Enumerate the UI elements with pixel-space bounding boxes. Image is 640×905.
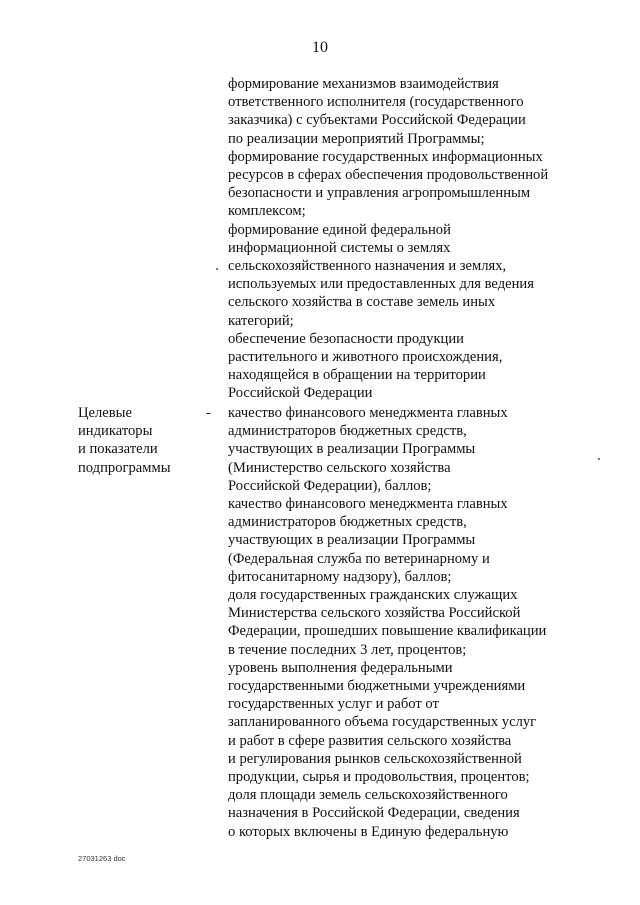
text-line: государственных услуг и работ от <box>228 696 439 713</box>
text-line: фитосанитарному надзору), баллов; <box>228 568 452 585</box>
text-line: администраторов бюджетных средств, <box>228 423 467 440</box>
text-line: информационной системы о землях <box>228 239 451 256</box>
text-line: формирование механизмов взаимодействия <box>228 76 499 92</box>
text-line: комплексом; <box>228 203 306 220</box>
text-line: доля государственных гражданских служащих <box>228 587 518 604</box>
text-line: (Федеральная служба по ветеринарному и <box>228 550 490 567</box>
scan-speck <box>216 268 218 270</box>
text-line: Российской Федерации), баллов; <box>228 477 432 494</box>
text-line: сельскохозяйственного назначения и землях, <box>228 258 507 275</box>
indicators-label <box>78 404 198 477</box>
text-line: назначения в Российской Федерации, сведения <box>228 805 520 822</box>
text-line: заказчика) с субъектами Российской Федерации <box>228 112 526 129</box>
text-line: о которых включены в Единую федеральную <box>228 823 509 840</box>
label-line: индикаторы <box>78 423 153 440</box>
text-line: и работ в сфере развития сельского хозяйства <box>228 732 512 749</box>
text-line: категорий; <box>228 312 294 329</box>
text-line: уровень выполнения федеральными <box>228 659 453 676</box>
text-line: ответственного исполнителя (государственного <box>228 94 524 111</box>
indicators-dash: - <box>206 405 211 421</box>
indicators-text-block <box>228 404 568 841</box>
label-line: подпрограммы <box>78 459 171 476</box>
text-line: ресурсов в сферах обеспечения продовольственной <box>228 167 549 184</box>
text-line: запланированного объема государственных услуг <box>228 714 537 731</box>
text-line: качество финансового менеджмента главных <box>228 405 508 421</box>
text-line: продукции, сырья и продовольствия, процентов; <box>228 769 530 786</box>
text-line: качество финансового менеджмента главных <box>228 496 508 513</box>
text-line: формирование государственных информационных <box>228 148 543 165</box>
text-line: Федерации, прошедших повышение квалификации <box>228 623 547 640</box>
text-line: формирование единой федеральной <box>228 221 451 238</box>
text-line: безопасности и управления агропромышленным <box>228 185 531 202</box>
text-line: и регулирования рынков сельскохозяйственной <box>228 750 522 767</box>
text-line: находящейся в обращении на территории <box>228 367 486 384</box>
text-line: растительного и животного происхождения, <box>228 349 503 366</box>
label-line: и показатели <box>78 441 158 458</box>
text-line: обеспечение безопасности продукции <box>228 330 464 347</box>
scan-speck <box>598 458 600 460</box>
text-line: сельского хозяйства в составе земель иных <box>228 294 496 311</box>
text-line: в течение последних 3 лет, процентов; <box>228 641 467 658</box>
text-line: доля площади земель сельскохозяйственного <box>228 787 508 804</box>
top-text-block <box>228 75 568 403</box>
text-line: по реализации мероприятий Программы; <box>228 130 485 147</box>
page-number: 10 <box>312 39 328 56</box>
text-line: Министерства сельского хозяйства Российской <box>228 605 521 622</box>
label-line: Целевые <box>78 405 132 421</box>
text-line: участвующих в реализации Программы <box>228 441 476 458</box>
text-line: участвующих в реализации Программы <box>228 532 476 549</box>
text-line: администраторов бюджетных средств, <box>228 514 467 531</box>
footer-filename: 27031263 doc <box>78 854 126 863</box>
text-line: используемых или предоставленных для ведения <box>228 276 534 293</box>
text-line: государственными бюджетными учреждениями <box>228 678 526 695</box>
text-line: (Министерство сельского хозяйства <box>228 459 451 476</box>
text-line: Российской Федерации <box>228 385 373 402</box>
